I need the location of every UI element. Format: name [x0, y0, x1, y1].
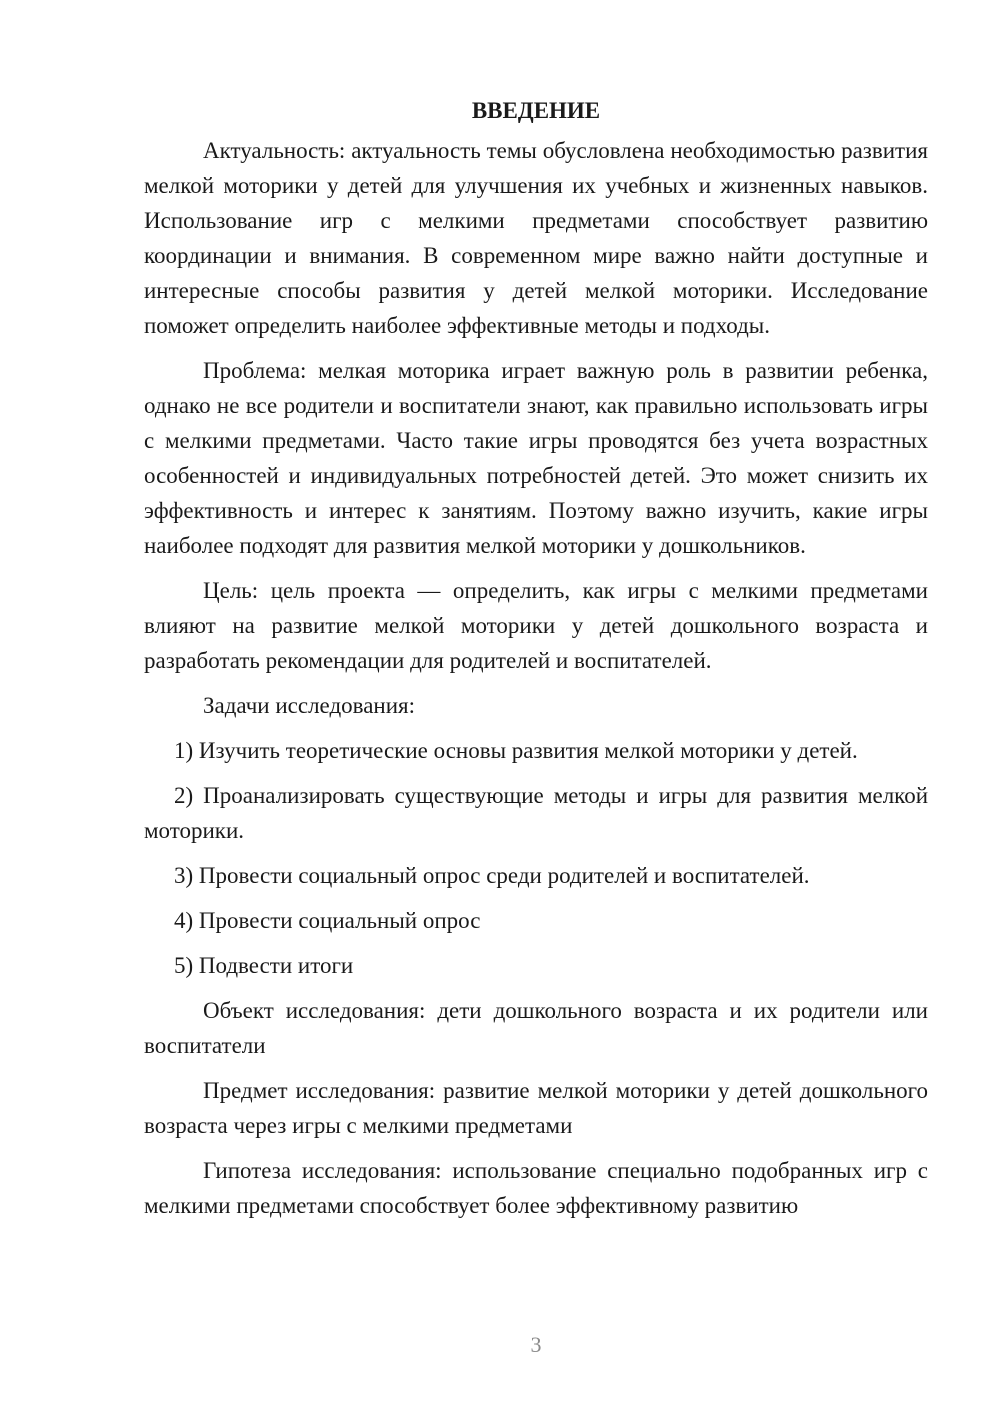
paragraph-object: Объект исследования: дети дошкольного возраста и их родители или воспитатели: [144, 998, 928, 1058]
paragraph-subject: Предмет исследования: развитие мелкой моторики у детей дошкольного возраста через игры с мелкими предметами: [144, 1078, 928, 1138]
task-item-1: 1) Изучить теоретические основы развития мелкой моторики у детей.: [174, 738, 858, 763]
task-item-4: 4) Провести социальный опрос: [174, 908, 481, 933]
tasks-title: Задачи исследования:: [203, 693, 416, 718]
task-item-3: 3) Провести социальный опрос среди родителей и воспитателей.: [174, 863, 810, 888]
paragraph-problem: Проблема: мелкая моторика играет важную роль в развитии ребенка, однако не все родители и воспитатели знают, как правильно использовать игры с мелкими предметами. Часто такие игры проводятся без учета возрастных особенностей и индивидуальных потребностей детей. Это может снизить их эффективность и интерес к занятиям. Поэтому важно изучить, какие игры наиболее подходят для развития мелкой моторики у дошкольников.: [144, 358, 928, 558]
task-item-2: 2) Проанализировать существующие методы и игры для развития мелкой моторики.: [144, 783, 928, 843]
task-item-5: 5) Подвести итоги: [174, 953, 354, 978]
paragraph-hypothesis: Гипотеза исследования: использование специально подобранных игр с мелкими предметами способствует более эффективному развитию: [144, 1158, 928, 1218]
page-content: [144, 96, 928, 1233]
paragraph-relevance: Актуальность: актуальность темы обусловлена необходимостью развития мелкой моторики у детей для улучшения их учебных и жизненных навыков. Использование игр с мелкими предметами способствует развитию координации и внимания. В современном мире важно найти доступные и интересные способы развития у детей мелкой моторики. Исследование поможет определить наиболее эффективные методы и подходы.: [144, 138, 928, 338]
section-heading: ВВЕДЕНИЕ: [471, 98, 601, 123]
page-number: 3: [530, 1332, 542, 1357]
paragraph-goal: Цель: цель проекта — определить, как игры с мелкими предметами влияют на развитие мелкой моторики у детей дошкольного возраста и разработать рекомендации для родителей и воспитателей.: [144, 578, 928, 673]
